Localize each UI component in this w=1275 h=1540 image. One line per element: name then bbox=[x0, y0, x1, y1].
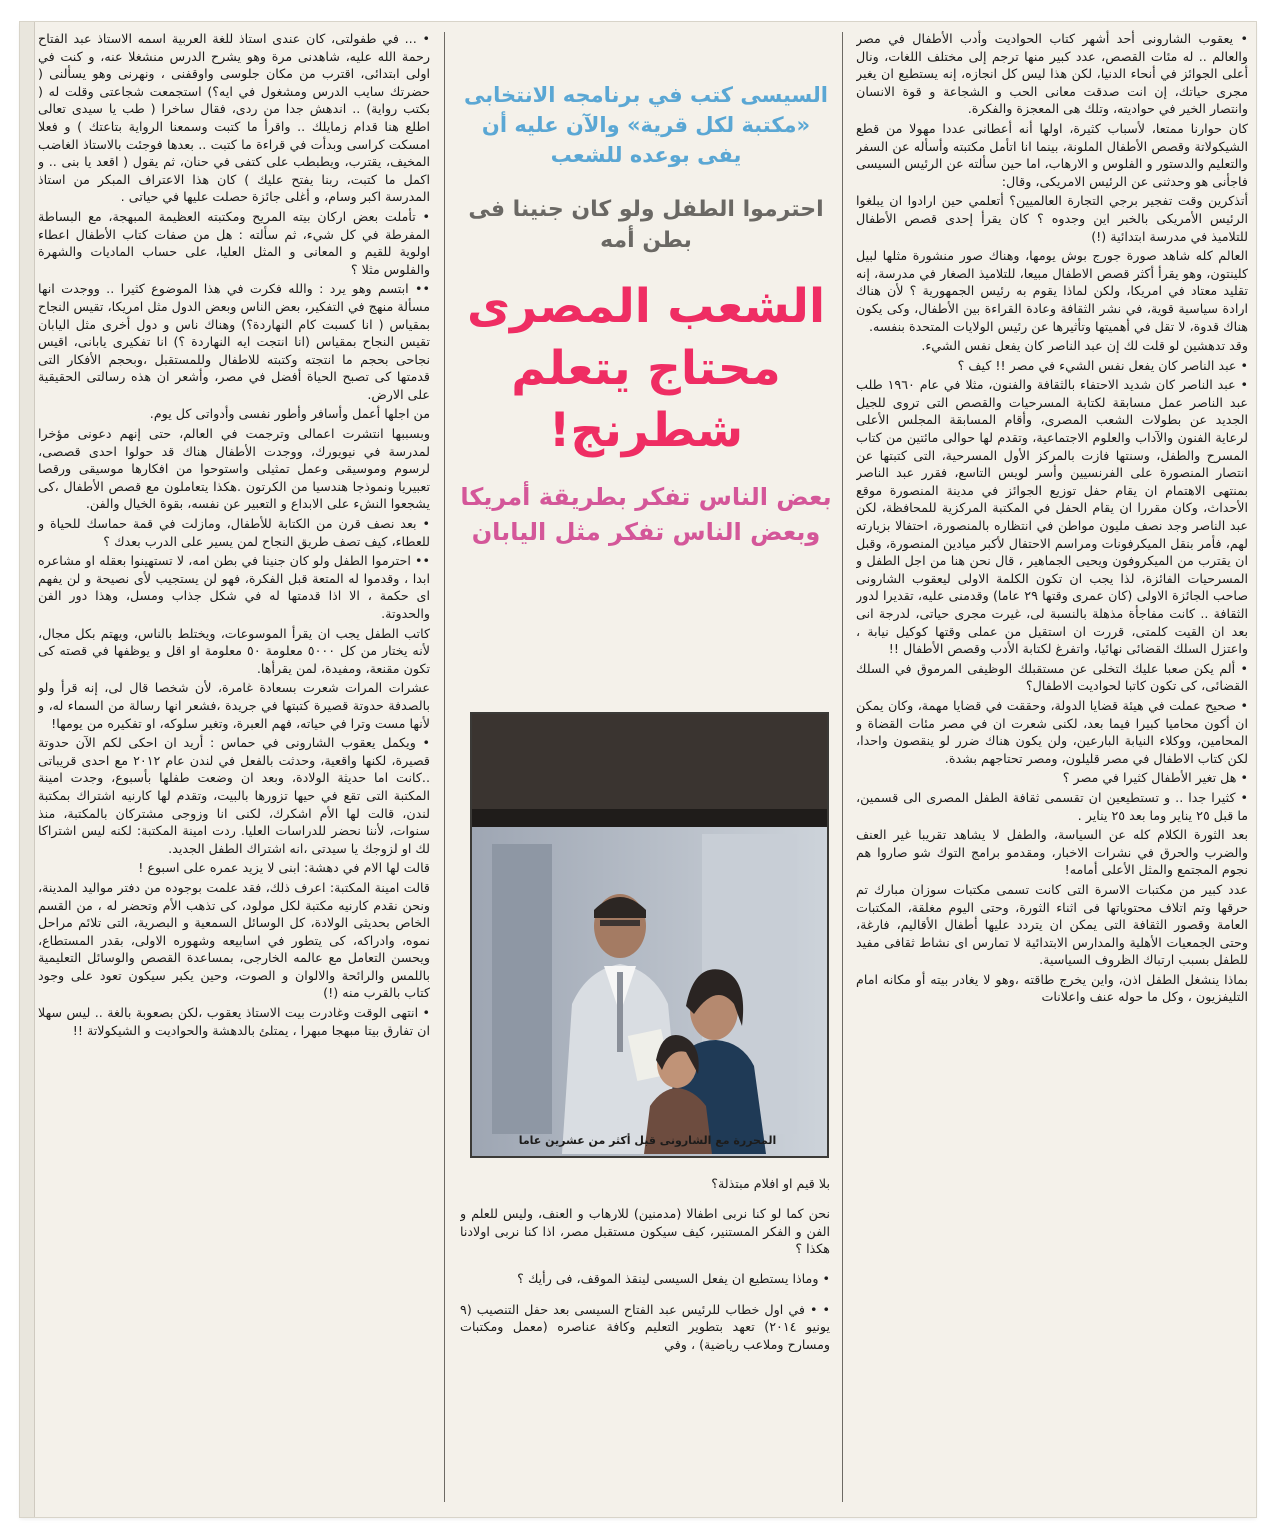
paragraph: • يعقوب الشارونى أحد أشهر كتاب الحواديت وأدب الأطفال في مصر والعالم .. له مئات القصص، عدد كبير منها ترجم إلى مختلف اللغات، ونال أعلى الجوائز في أنحاء الدنيا، لكن هذا ليس كل انجازه، إنه يستطيع ان يغير مجرى حياتك، إن انت صدقت معانى الحب و الشجاعة و قوة الانسان وانتصار الخير في حواديته، وتلك هى المعجزة والفكرة. bbox=[856, 31, 1248, 117]
headline-block bbox=[460, 80, 832, 680]
page-edge-strip bbox=[20, 22, 35, 1517]
paragraph: •• ابتسم وهو يرد : والله فكرت في هذا الموضوع كثيرا .. ووجدت انها مسألة منهج في التفكير، بعض الناس وبعض الدول مثل امريكا، تقيس النجاح بمقياس ( انا كسبت كام النهاردة؟) وهناك ناس و دول أخرى مثل اليابان تقيس النجاح بمقياس (انا انتجت ايه النهاردة ؟) انا تفكيرى يابانى، اقيس نجاحى بحجم ما انتجته وكتبته للاطفال وللمستقبل ،وبحجم الأفكار التى قدمتها كى تصبح الحياة أفضل في مصر، وأشعر ان هذه رسالتى الحقيقية على الارض. bbox=[38, 281, 430, 402]
paragraph: أتذكرين وقت تفجير برجي التجارة العالميين؟ أتعلمي حين ارادوا ان يبلغوا الرئيس الأمريكى بالخبر اين وجدوه ؟ كان يقرأ إحدى قصص الأطفال للتلاميذ في مدرسة ابتدائية (!) bbox=[856, 193, 1248, 244]
paragraph: • انتهى الوقت وغادرت بيت الاستاذ يعقوب ،لكن بصعوبة بالغة .. ليس سهلا ان تفارق بيتا مبهجا مبهرا ، يمتلئ بالدهشة والحواديت و الشيكولاتة !! bbox=[38, 1005, 430, 1038]
paragraph: عدد كبير من مكتبات الاسرة التى كانت تسمى مكتبات سوزان مبارك تم حرقها وتم اتلاف محتوياتها فى اثناء الثورة، وحتى اليوم مغلقة، المكتبات العامة وقصور الثقافة التى يمكن ان يتردد عليها أطفال الأقاليم، فارغة، وحتى الجمعيات الأهلية والمدارس الابتدائية لا تمارس اى نشاط ثقافى مفيد للطفل بسبب ارتباك الظروف السياسية. bbox=[856, 881, 1248, 968]
paragraph: كان حوارنا ممتعا، لأسباب كثيرة، اولها أنه أعطانى عددا مهولا من قطع الشيكولاتة وقصص الأطفال الملونة، بينما انا اتأمل مكتبته وأسأله عن السفر والتعليم والدستور و الفلوس و الارهاب، اما حين سألته عن الرئيس السيسى فاجأنى هو وحدثنى عن الرئيس الامريكى، وقال: bbox=[856, 120, 1248, 189]
article-photo bbox=[470, 712, 829, 1158]
paragraph: قالت لها الام في دهشة: ابنى لا يزيد عمره على اسبوع ! bbox=[138, 860, 430, 876]
paragraph: عشرات المرات شعرت بسعادة غامرة، لأن شخصا قال لى، إنه قرأ ولو بالصدفة حدوتة قصيرة كتبتها في جريدة ،فشعر انها رسالة من السماء له، و لأنها مست وترا في حياته، فهم العبرة، وتغير سلوكه، او تفكيره من يومها! bbox=[38, 680, 430, 731]
paragraph: • ويكمل يعقوب الشارونى في حماس : أريد ان احكى لكم الآن حدوتة قصيرة، لكنها واقعية، وحدثت بالفعل في لندن عام ٢٠١٢ مع احدى قريباتى ..كانت اما حديثة الولادة، وبعد ان وضعت طفلها بأسبوع، وجدت امينة المكتبة التى تقع في حيها تزورها بالبيت، وتقدم لها كارنيه اشتراك بمكتبة لندن، قالت لها الأم اشكرك، لكنى انا وزوجى مشتركان بالمكتبة، منذ سنوات، لأننا نحضر للدراسات العليا. ردت امينة المكتبة: لكنه ليس اشتراكا لك او لزوجك يا سيدتى ،انه اشتراك الطفل الجديد. bbox=[38, 735, 430, 856]
newspaper-clipping bbox=[20, 22, 1256, 1517]
column-rule-right bbox=[842, 32, 843, 1502]
paragraph: قالت امينة المكتبة: اعرف ذلك، فقد علمت بوجوده من دفتر مواليد المدينة، ونحن نقدم كارنيه مكتبة لكل مولود، كى تذهب الأم وتحضر له ، من القسم الخاص بحديثى الولادة، كل الوسائل السمعية و البصرية، التى تلائم مراحل نموه، وادراكه، كى يتطور في اسابيعه وشهوره الاولى، بقدر المستطاع، ويحسن التعامل مع عالمه الخارجى، بمساعدة القصص والوسائل التعليمية باللمس والرائحة والالوان و الصوت، وحين يكبر سيكون تعود على وجود كتاب بالقرب منه (!) bbox=[38, 879, 430, 1001]
paragraph: • كثيرا جدا .. و تستطيعين ان تقسمى ثقافة الطفل المصرى الى قسمين، ما قبل ٢٥ يناير وما بعد ٢٥ يناير . bbox=[856, 789, 1248, 823]
column-rule-left bbox=[444, 32, 445, 1502]
paragraph: العالم كله شاهد صورة جورج بوش يومها، وهناك صور منشورة مثلها لبيل كلينتون، وهو يقرأ أكثر قصص الاطفال مبيعا، للتلاميذ الصغار في مدرسة، إنه تقليد معتاد في امريكا، ولكن لماذا يقوم به رئيس الجمهورية ؟ لأن هناك ارادة سياسية قوية، في نشر الثقافة وعادة القراءة بين الأطفال، وكى يكون هناك قدوة، لا تقل في أهميتها وتأثيرها عن رئيس الولايات المتحدة بنفسه. bbox=[856, 248, 1248, 334]
photo-three-people-icon bbox=[472, 714, 827, 1156]
deck-text: بعض الناس تفكر بطريقة أمريكا وبعض الناس تفكر مثل اليابان bbox=[460, 483, 832, 546]
subhead-text: احترموا الطفل ولو كان جنينا فى بطن أمه bbox=[468, 197, 824, 253]
kicker-text: السيسى كتب في برنامجه الانتخابى «مكتبة لكل قرية» والآن عليه أن يفى بوعده للشعب bbox=[464, 83, 828, 167]
paragraph: وقد تدهشين لو قلت لك إن عبد الناصر كان يفعل نفس الشيء. bbox=[921, 338, 1248, 354]
photo-caption: المحررة مع الشارونى قبل أكثر من عشرين عاما bbox=[518, 1134, 777, 1147]
paragraph: •• احترموا الطفل ولو كان جنينا في بطن امه، لا تستهينوا بعقله او مشاعره ابدا ، وقدموا له المتعة قبل الفكرة، فهو لن يستجيب لأى نصيحة و لن يفهم اى حكمة ، الا اذا قدمتها له في شكل جذاب ومسل، وهذا دور الفن والحدوتة. bbox=[38, 553, 430, 621]
paragraph: بماذا ينشغل الطفل اذن، واين يخرج طاقته ،وهو لا يغادر بيته أو مكانه امام التليفزيون ، وكل ما حوله عنف واعلانات bbox=[856, 971, 1248, 1005]
paragraph: من اجلها أعمل وأسافر وأطور نفسى وأدواتى كل يوم. bbox=[149, 406, 430, 422]
paragraph: بلا قيم او افلام مبتذلة؟ bbox=[711, 1175, 830, 1191]
left-text-column bbox=[38, 30, 430, 1508]
paragraph: • ... في طفولتى، كان عندى استاذ للغة العربية اسمه الاستاذ عبد الفتاح رحمة الله عليه، شاهدنى مرة وهو يشرح الدرس منشغلا عنه، و كنت في اولى ابتدائى، اقترب من مكان جلوسى واوقفنى ، ونهرنى وهو يسألنى ( حضرتك سايب الدرس ومشغول في ايه؟) استجمعت شجاعتى وقلت له ( بكتب رواية) .. اندهش جدا من ردى، فقال ساخرا ( طب يا سيدى تعالى اطلع هنا قدام زمايلك .. واقرأ ما كتبت وسمعنا الرواية بتاعتك ) و فعلا امسكت كراسى وبدأت في قراءة ما كتبت .. بعدها فوجئت بالاستاذ الغاضب المخيف، يقترب، ويطبطب على كتفى في حنان، ثم يقول ( اقعد يا بنى .. و اكمل ما كتبت، ربنا يفتح عليك ) كان هذا الاعتراف المبكر من استاذ المدرسة اكبر وسام، و أغلى جائزة حصلت عليها في حياتى . bbox=[38, 31, 430, 205]
paragraph: • تأملت بعض اركان بيته المريح ومكتبته العظيمة المبهجة، مع البساطة المفرطة في كل شيء، ثم سألته : هل من صفات كتاب الأطفال اعطاء اولوية للقيم و المعانى و المثل العليا، على حساب الماديات والشهرة والفلوس مثلا ؟ bbox=[38, 208, 430, 277]
paragraph: • • في اول خطاب للرئيس عبد الفتاح السيسى بعد حفل التنصيب (٩ يونيو ٢٠١٤) تعهد بتطوير التعليم وكافة عناصره (معمل ومكتبات ومسارح وملاعب رياضية) ، وفي bbox=[460, 1301, 830, 1352]
paragraph: • صحيح عملت في هيئة قضايا الدولة، وحققت في قضايا مهمة، وكان يمكن ان أكون محاميا كبيرا فيما بعد، لكنى شعرت ان في مصر مئات القضاة و المحامين، ووكلاء النيابة البارعين، ولن يكون هناك ضرر لو ينقصون واحدا، لكن كتاب الاطفال في مصر قليلون، ومصر تحتاجهم بشدة. bbox=[856, 697, 1248, 766]
paragraph: وبسببها انتشرت اعمالى وترجمت في العالم، حتى إنهم دعونى مؤخرا لمدرسة في نيويورك، ووجدت الأطفال هناك قد حولوا احدى قصصى، لرسوم وموسيقى وعمل تمثيلى واستوحوا من افكارها موسيقى ورقصا تعبيريا ونموذجا هندسيا من الكرتون .هكذا يتعاملون مع قصص الأطفال ،كى يشجعوا النشء على الابداع و التعبير عن نفسه، بقوة الخيال والفن. bbox=[38, 426, 430, 512]
middle-text-column bbox=[460, 1162, 830, 1512]
paragraph: • هل تغير الأطفال كثيرا في مصر ؟ bbox=[1062, 770, 1248, 786]
paragraph: • عبد الناصر كان يفعل نفس الشيء في مصر !! كيف ؟ bbox=[957, 357, 1248, 373]
paragraph: • وماذا يستطيع ان يفعل السيسى لينقذ الموقف، فى رأيك ؟ bbox=[517, 1271, 830, 1287]
right-text-column bbox=[856, 30, 1248, 1508]
paragraph: • بعد نصف قرن من الكتابة للأطفال، ومازلت في قمة حماسك للحياة و للعطاء، كيف تصف طريق النجاح لمن يسير على الدرب بعدك ؟ bbox=[38, 516, 430, 549]
main-headline: الشعب المصرى محتاج يتعلم شطرنج! bbox=[466, 279, 826, 458]
paragraph: كاتب الطفل يجب ان يقرأ الموسوعات، ويختلط بالناس، ويهتم بكل مجال، لأنه يختار من كل ٥٠٠٠ معلومة ٥٠ معلومة او اقل و يوظفها في قصته كى تكون مقنعة، ومفيدة، لمن يقرأها. bbox=[38, 625, 430, 676]
paragraph: • عبد الناصر كان شديد الاحتفاء بالثقافة والفنون، مثلا في عام ١٩٦٠ طلب عبد الناصر عمل مسابقة لكتابة المسرحيات والقصص التى تروى للجيل الجديد عن بطولات الشعب المصرى، وأقام المسابقة المجلس الأعلى لرعاية الفنون والآداب والعلوم الاجتماعية، وتقدم لها حوالى مائتين من كتاب المسرح والطفل، وسنتها فازت بالمركز الأول المسرحية، التى كتبتها عن انتصار المنصورة على الفرنسيين وأسر لويس التاسع، فقرر عبد الناصر بمنتهى الاهتمام ان يقام حفل توزيع الجوائز في مدينة المنصورة موقع الأحداث، وكان مقررا ان يقام الحفل في المكتبة المركزية للمحافظة، لكن عبد الناصر وجد نصف مليون مواطن في انتظاره بالمنصورة، احتفالا بزيارته لهم، فأمر بنقل الميكرفونات ومراسم الاحتفال لأكبر ميادين المنصورة، وقبل ان يقترب من الميكروفون ويحيى الجماهير ، قال نحن هنا من اجل الطفل و المسرحيات الفائزة، لذا يجب ان تكون الكلمة الاولى ليعقوب الشارونى صاحب الجائزة الاولى (كان عمرى وقتها ٢٩ عاما) وقدمنى عليه، تقديرا لدور الثقافة .. كانت مفاجأة مذهلة بالنسبة لى، غيرت مجرى حياتى، لدرجة انى بعد ان القيت كلمتى، قررت ان استقيل من عملى وقتها كوكيل نيابة ، واعتزل السلك القضائى نهائيا، واتفرغ لكتابة الأدب وقصص الأطفال !! bbox=[856, 377, 1248, 657]
paragraph: نحن كما لو كنا نربى اطفالا (مدمنين) للارهاب و العنف، وليس للعلم و الفن و الفكر المستنير، كيف سيكون مستقبل مصر، اذا كنا نربى اولادنا هكذا ؟ bbox=[460, 1205, 830, 1257]
paragraph: • ألم يكن صعبا عليك التخلى عن مستقبلك الوظيفى المرموق في السلك القضائى، كى تكون كاتبا لحواديت الاطفال؟ bbox=[856, 660, 1248, 694]
paragraph: بعد الثورة الكلام كله عن السياسة، والطفل لا يشاهد تقريبا غير العنف والضرب والحرق في نشرات الاخبار، ومقدمو برامج التوك شو صاروا هم نجوم المجتمع والمثل الأعلى أمامه! bbox=[856, 827, 1248, 878]
